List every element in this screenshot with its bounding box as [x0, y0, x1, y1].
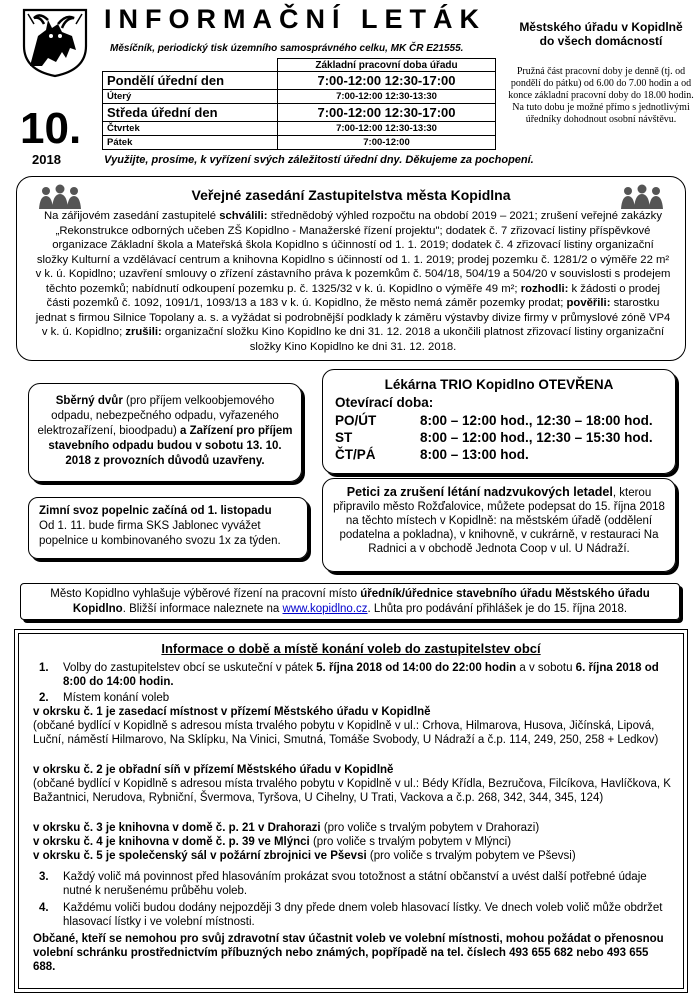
pharmacy-hours-row: [335, 447, 529, 462]
keyword-decided: rozhodli:: [520, 282, 569, 295]
text-span: starostku jednat s firmou Silnice Topolany a. s. a vyžádat si podrobnější podklady k záměru výstavby divize firmy v průmyslové zóně VP4 v k. ú. Kopidlno;: [35, 297, 671, 338]
website-link[interactable]: www.kopidlno.cz: [282, 602, 368, 615]
leaflet-subtitle: Měsíčník, periodický tisk územního samosprávného celku, MK ČR E21555.: [110, 43, 464, 54]
text-span: Na zářijovém zasedání zastupitelé: [44, 210, 220, 222]
header: [0, 0, 700, 172]
district-heading: v okrsku č. 4 je knihovna v domě č. p. 39 ve Mlýnci: [33, 836, 310, 848]
item-number: 2.: [39, 692, 49, 704]
recipient-address: [505, 20, 697, 49]
text-span: 5. října 2018 od 14:00 do 22:00 hodin: [316, 662, 517, 674]
portable-ballot-note: Občané, kteří se nemohou pro svůj zdravotní stav účastnit voleb ve volební místnosti, mohou požádat o přenosnou volební schránku prostřednictvím příbuzných nebo známých, popřípadě na tel. číslech 493 655 682 nebo 493 655 688.: [33, 933, 664, 973]
job-offer-text: [21, 584, 679, 619]
pharmacy-box: [322, 369, 676, 474]
text-span: Město Kopidlno vyhlašuje výběrové řízení na pracovní místo: [50, 588, 361, 600]
district-heading: v okrsku č. 1 je zasedací místnost v přízemí Městského úřadu v Kopidlně: [33, 706, 431, 718]
list-item: [35, 870, 675, 898]
issue-year: 2018: [32, 152, 61, 167]
hours-note: Využijte, prosíme, k vyřízení svých záležitostí úřední dny. Děkujeme za pochopení.: [104, 154, 534, 166]
text-span: 6. října 2018 od 8:00 do 14:00 hodin.: [63, 662, 659, 688]
leaflet-title: INFORMAČNÍ LETÁK: [104, 4, 486, 34]
district-description: (občané bydlící v Kopidlně s adresou místa trvalého pobytu v Kopidlně v ul.: Bédy Křídla, Bezručova, Filcíkova, Havlíčkova, K Bažantnici, Nerudova, Rybniční, Švermova, Tyršova, U Cihelny, U Trati, Vackova a č.p. 268, 342, 344, 345, 124): [33, 778, 671, 804]
pharmacy-time: 8:00 – 13:00 hod.: [420, 447, 529, 462]
list-item: [35, 691, 675, 705]
job-offer-box: [20, 583, 680, 620]
text-span: k žádosti o prodej části pozemků č. 1092, 1091/1, 1093/13 a 183 v k. ú. Kopidlno, že město nemá záměr pozemky prodat;: [46, 282, 661, 309]
district-heading: v okrsku č. 2 je obřadní síň v přízemí Městského úřadu v Kopidlně: [33, 764, 394, 776]
hours-time: 7:00-12:00 12:30-13:30: [278, 122, 496, 136]
winter-waste-title: Zimní svoz popelnic začíná od 1. listopadu: [39, 505, 272, 517]
text-span: a Zařízení pro příjem stavebního odpadu budou v sobotu 13. 10. 2018 z provozních důvodů uzavřeny.: [48, 425, 293, 467]
flexible-hours-note: Pružná část pracovní doby je denně (tj. od pondělí do pátku) od 6.00 do 7.00 hodin a od konce základní pracovní doby do 18.00 hodin. Na tuto dobu je možné přímo s jednotlivými úředníky dohodnout osobní návštěvu.: [508, 66, 694, 125]
collection-yard-box: [28, 383, 302, 482]
text-span: střednědobý výhled rozpočtu na období 2019 – 2021; zrušení veřejné zakázky „Rekonstrukce odborných učeben ZŠ Kopidlno - Manažerské řízení projektu"; dodatek č. 7 zřizovací listiny příspěvkové organizace Základní škola a Mateřská škola Kopidlno s účinností od 1. 1. 2019; dodatek č. 4 zřizovací listiny organizační složky Kulturní a vzdělávací centrum a knihovna Kopidlno s účinností od 1. 1. 2019; prodej pozemku č. 1281/2 o výměře 22 m² v k. ú. Kopidlno; uzavření smlouvy o zřízení zástavního práva k pozemkům č. 504/18, 504/19 a 504/20 v souvislosti s prodejem těchto pozemků; nabídnutí odkoupení pozemku p. č. 1325/32 v k. ú. Kopidlno o výměře 49 m²;: [35, 210, 671, 295]
text-span: (pro příjem velkoobjemového odpadu, nebezpečného odpadu, vyřazeného elektrozařízení, bioodpadu): [37, 395, 279, 437]
petition-body: , kterou připravilo město Rožďalovice, můžete podepsat do 15. října 2018 na těchto místech v Kopidlně: na městském úřadě (oddělení podatelna a pokladna), v knihovně, v cukrárně, v restauraci Na Radnici a v obchodě Jednota Coop v ul. U Nádraží.: [333, 487, 665, 555]
hours-day: Pátek: [103, 136, 278, 150]
winter-waste-box: [28, 497, 308, 559]
hours-time: 7:00-12:00 12:30-13:30: [278, 90, 496, 104]
text-span: Každému voliči budou dodány nejpozději 3 dny přede dnem voleb hlasovací lístky. Ve dnech voleb volič může obdržet hlasovací lístky i ve volební místnosti.: [63, 902, 663, 928]
district-heading: v okrsku č. 5 je společenský sál v požární zbrojnici ve Pševsi: [33, 850, 367, 862]
hours-time: 7:00-12:00: [278, 136, 496, 150]
pharmacy-title: Lékárna TRIO Kopidlno OTEVŘENA: [384, 377, 614, 392]
town-crest-icon: [18, 6, 92, 78]
text-span: . Lhůta pro podávání přihlášek je do 15. října 2018.: [367, 602, 628, 615]
district-5: [33, 849, 673, 863]
text-span: organizační složku Kino Kopidlno ke dni 31. 12. 2018 a ukončili platnost zřizovací listiny organizační složky Kino Kopidlno ke dni 31. 12. 2018.: [161, 326, 665, 353]
item-number: 3.: [39, 871, 49, 883]
pharmacy-hours-row: [335, 430, 653, 445]
item-number: 4.: [39, 902, 49, 914]
text-span: Sběrný dvůr: [55, 395, 123, 407]
hours-day: Úterý: [103, 90, 278, 104]
district-description: (pro voliče s trvalým pobytem v Mlýnci): [309, 836, 512, 848]
collection-yard-text: [29, 384, 301, 479]
table-row: [103, 90, 496, 104]
keyword-approved: schválili:: [219, 210, 268, 222]
district-3: [33, 821, 673, 835]
pharmacy-day: PO/ÚT: [335, 413, 377, 428]
job-position: úředník/úřednice stavebního úřadu Městského úřadu Kopidlno: [72, 588, 650, 615]
list-item: [35, 901, 675, 929]
winter-waste-text: [29, 498, 307, 555]
text-span: Každý volič má povinnost před hlasováním prokázat svou totožnost a státní občanství a uvést další potřebné údaje nutné k nerušenému průběhu voleb.: [63, 871, 647, 897]
table-row: [103, 136, 496, 150]
district-description: (občané bydlící v Kopidlně s adresou místa trvalého pobytu v Kopidlně v ul.: Crhova, Hilmarova, Husova, Jičínská, Lipová, Luční, náměstí Hilmarovo, Na Sklípku, Na Vinici, Smutná, Tomáše Svobody, U Nádraží a č.p. 114, 249, 250, 258 + Ledkov): [33, 720, 659, 746]
winter-waste-body: Od 1. 11. bude firma SKS Jablonec vyvážet popelnice u kombinovaného svozu 1x za týden.: [39, 520, 281, 547]
petition-title: Petici za zrušení létání nadzvukových letadel: [346, 485, 613, 499]
address-line-1: Městského úřadu v Kopidlně: [519, 20, 683, 34]
hours-time: 7:00-12:00 12:30-17:00: [278, 104, 496, 122]
keyword-cancelled: zrušili:: [125, 326, 162, 338]
elections-inner-frame: [18, 633, 684, 989]
elections-title: Informace o době a místě konání voleb do zastupitelstev obcí: [161, 641, 541, 656]
hours-day: Pondělí úřední den: [103, 72, 278, 90]
office-hours-table: [102, 58, 496, 150]
hours-day: Středa úřední den: [103, 104, 278, 122]
council-meeting-title: Veřejné zasedání Zastupitelstva města Kopidlna: [191, 187, 511, 203]
hours-day: Čtvrtek: [103, 122, 278, 136]
text-span: . Bližší informace naleznete na: [122, 602, 283, 615]
text-span: Volby do zastupitelstev obcí se uskuteční v pátek: [63, 662, 317, 674]
pharmacy-time: 8:00 – 12:00 hod., 12:30 – 15:30 hod.: [420, 430, 653, 445]
address-line-2: do všech domácností: [539, 34, 663, 49]
pharmacy-day: ČT/PÁ: [335, 447, 376, 462]
district-description: (pro voliče s trvalým pobytem v Drahorazi): [320, 822, 540, 834]
hours-table-title: Základní pracovní doba úřadu: [278, 59, 496, 72]
district-heading: v okrsku č. 3 je knihovna v domě č. p. 21 v Drahorazi: [33, 822, 321, 834]
district-2: [33, 763, 673, 805]
list-item: [35, 661, 675, 689]
pharmacy-time: 8:00 – 12:00 hod., 12:30 – 18:00 hod.: [420, 413, 653, 428]
petition-box: [322, 478, 676, 572]
district-4: [33, 835, 673, 849]
pharmacy-hours-label: Otevírací doba:: [335, 395, 434, 410]
text-span: Místem konání voleb: [63, 692, 170, 704]
district-1: [33, 705, 673, 747]
hours-time: 7:00-12:00 12:30-17:00: [278, 72, 496, 90]
text-span: a v sobotu: [516, 662, 576, 674]
district-description: (pro voliče s trvalým pobytem ve Pševsi): [366, 850, 576, 862]
table-row: [103, 122, 496, 136]
elections-box: [14, 629, 688, 993]
pharmacy-hours-row: [335, 413, 653, 428]
keyword-authorized: pověřili:: [566, 297, 611, 309]
council-meeting-text: [35, 209, 671, 354]
table-row: [103, 104, 496, 122]
table-row: [103, 72, 496, 90]
item-number: 1.: [39, 662, 49, 674]
issue-number: 10.: [20, 104, 82, 153]
petition-text: [323, 479, 675, 562]
council-meeting-box: [16, 176, 686, 361]
pharmacy-day: ST: [335, 430, 353, 445]
